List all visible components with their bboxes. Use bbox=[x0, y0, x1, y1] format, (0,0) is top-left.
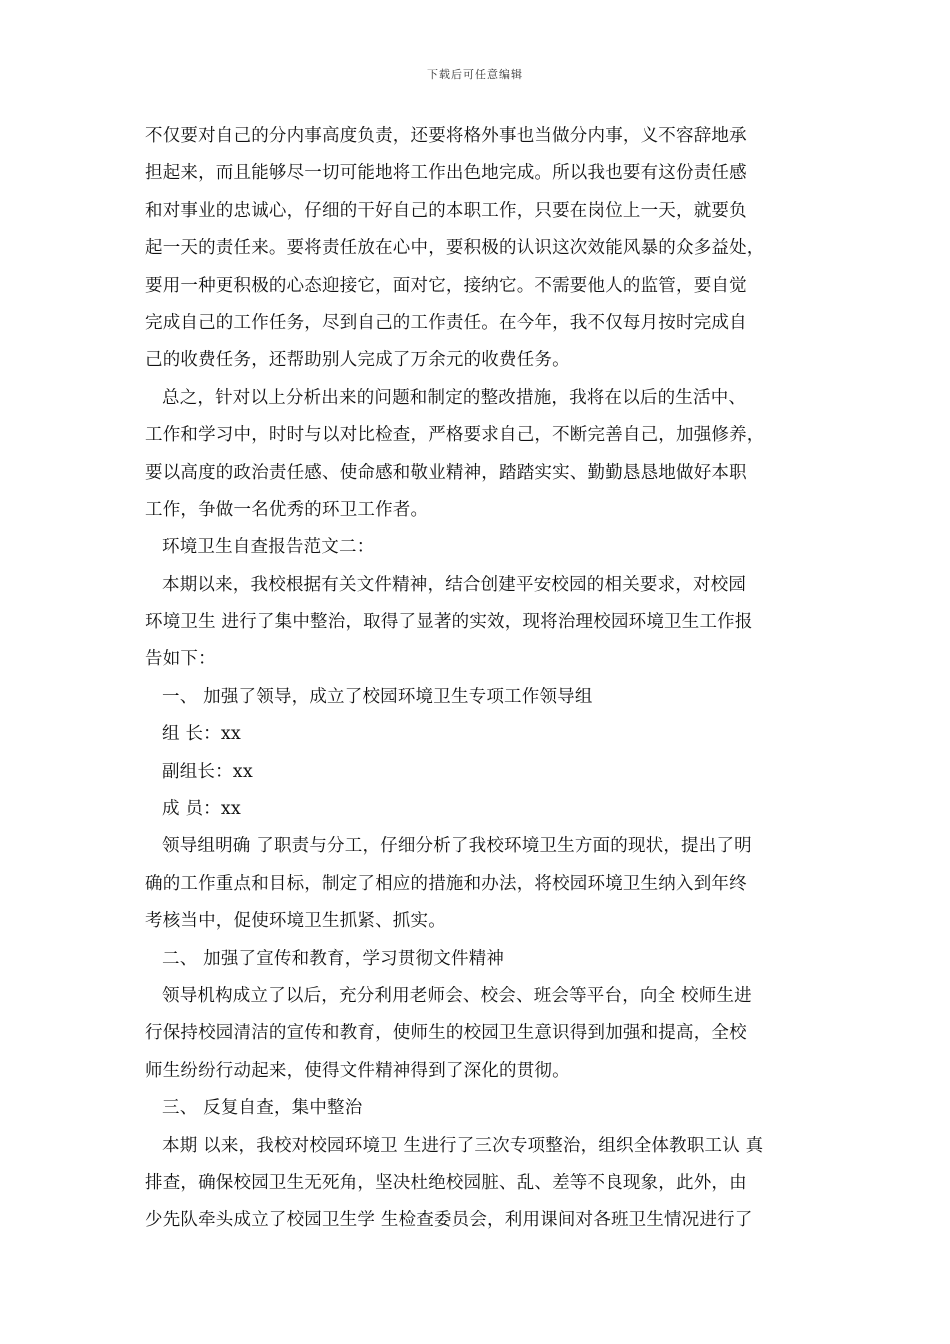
text-line: 领导组明确 了职责与分工，仔细分析了我校环境卫生方面的现状，提出了明 bbox=[162, 836, 752, 857]
text-line: 领导机构成立了以后，充分利用老师会、校会、班会等平台，向全 校师生进 bbox=[162, 985, 752, 1006]
document-body bbox=[145, 118, 810, 1240]
text-line: 完成自己的工作任务，尽到自己的工作责任。在今年，我不仅每月按时完成自 bbox=[145, 312, 747, 333]
text-line: 和对事业的忠诚心，仔细的干好自己的本职工作，只要在岗位上一天，就要负 bbox=[145, 200, 747, 221]
text-line: 组 长：xx bbox=[162, 724, 242, 745]
text-line: 不仅要对自己的分内事高度负责，还要将格外事也当做分内事，义不容辞地承 bbox=[145, 126, 747, 146]
text-line: 本期以来，我校根据有关文件精神，结合创建平安校园的相关要求，对校园 bbox=[162, 574, 747, 595]
text-line: 成 员：xx bbox=[162, 799, 242, 820]
text-line: 己的收费任务，还帮助别人完成了万余元的收费任务。 bbox=[145, 350, 570, 371]
text-line: 确的工作重点和目标，制定了相应的措施和办法，将校园环境卫生纳入到年终 bbox=[145, 873, 747, 894]
text-line: 行保持校园清洁的宣传和教育，使师生的校园卫生意识得到加强和提高，全校 bbox=[145, 1023, 747, 1044]
text-line: 考核当中，促使环境卫生抓紧、抓实。 bbox=[145, 911, 446, 932]
text-line: 排查，确保校园卫生无死角，坚决杜绝校园脏、乱、差等不良现象，此外，由 bbox=[145, 1172, 747, 1193]
text-line: 要以高度的政治责任感、使命感和敬业精神，踏踏实实、勤勤恳恳地做好本职 bbox=[145, 462, 747, 483]
text-line: 二、 加强了宣传和教育，学习贯彻文件精神 bbox=[162, 948, 505, 969]
text-line: 工作，争做一名优秀的环卫工作者。 bbox=[145, 499, 429, 520]
text-line: 环境卫生 进行了集中整治，取得了显著的实效，现将治理校园环境卫生工作报 bbox=[145, 612, 753, 633]
text-line: 担起来，而且能够尽一切可能地将工作出色地完成。所以我也要有这份责任感 bbox=[145, 163, 747, 184]
text-line: 一、 加强了领导，成立了校园环境卫生专项工作领导组 bbox=[162, 686, 593, 707]
page-header: 下载后可任意编辑 bbox=[427, 68, 523, 81]
text-line: 副组长：xx bbox=[162, 761, 253, 782]
text-line: 环境卫生自查报告范文二： bbox=[162, 537, 375, 558]
text-line: 总之，针对以上分析出来的问题和制定的整改措施，我将在以后的生活中、 bbox=[162, 387, 747, 408]
text-line: 三、 反复自查，集中整治 bbox=[162, 1098, 363, 1119]
text-line: 少先队牵头成立了校园卫生学 生检查委员会，利用课间对各班卫生情况进行了 bbox=[145, 1210, 753, 1231]
text-line: 师生纷纷行动起来，使得文件精神得到了深化的贯彻。 bbox=[145, 1060, 570, 1081]
text-line: 本期 以来，我校对校园环境卫 生进行了三次专项整治，组织全体教职工认 真 bbox=[162, 1135, 764, 1156]
text-line: 工作和学习中，时时与以对比检查，严格要求自己，不断完善自己，加强修养， bbox=[145, 425, 765, 446]
text-line: 告如下： bbox=[145, 649, 216, 670]
text-line: 要用一种更积极的心态迎接它，面对它，接纳它。不需要他人的监管，要自觉 bbox=[145, 275, 747, 296]
text-line: 起一天的责任来。要将责任放在心中，要积极的认识这次效能风暴的众多益处， bbox=[145, 238, 765, 259]
